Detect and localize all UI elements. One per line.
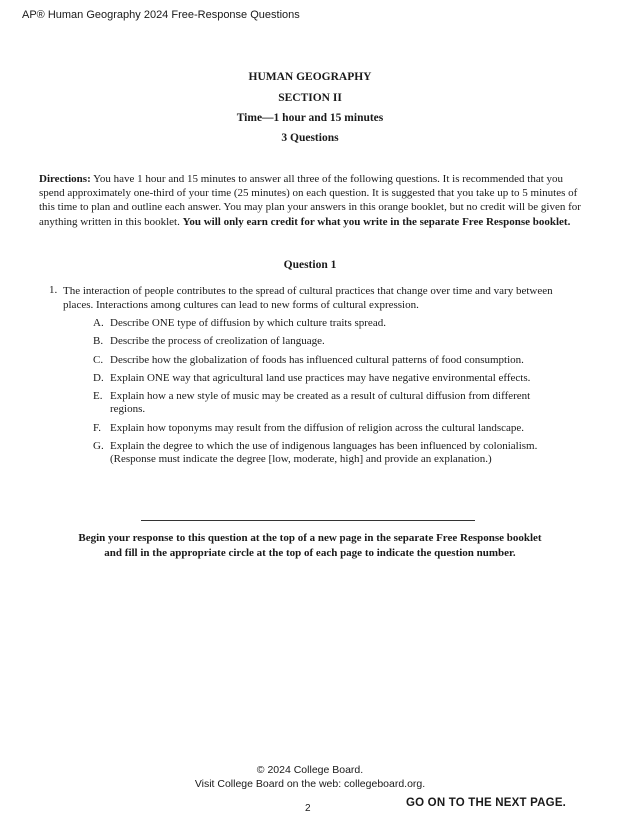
directions-label: Directions: [39,173,91,185]
instructions-line-2: and fill in the appropriate circle at the top of each page to indicate the question number. [104,546,516,559]
copyright-text: © 2024 College Board. [256,764,364,776]
question-part [93,335,563,348]
section-title: SECTION II [278,92,342,104]
question-part [93,354,563,367]
question-number: 1. [49,284,58,296]
part-text: Explain ONE way that agricultural land use practices may have negative environmental effects. [110,371,531,384]
part-text: Describe ONE type of diffusion by which culture traits spread. [110,317,386,329]
response-instructions [0,531,620,560]
question-title: Question 1 [283,259,337,271]
part-text: Describe the process of creolization of language. [110,335,325,348]
part-letter: G. [93,440,104,453]
part-letter: F. [93,421,101,434]
part-letter: E. [93,390,103,403]
question-part [93,372,563,385]
question-part [93,390,563,417]
part-text: Describe how the globalization of foods has influenced cultural patterns of food consumption. [110,353,524,366]
question-parts-list [93,317,563,472]
question-part [93,422,563,435]
part-letter: B. [93,335,104,348]
part-letter: D. [93,371,104,384]
page-number: 2 [305,803,311,814]
instructions-line-1: Begin your response to this question at the top of a new page in the separate Free Response booklet [78,532,542,544]
time-limit: Time—1 hour and 15 minutes [236,112,384,124]
website-text: Visit College Board on the web: collegeboard.org. [194,777,426,790]
directions-text: You have 1 hour and 15 minutes to answer all three of the following questions. It is recommended that you spend approximately one-third of your time (25 minutes) on each question. It is suggested that you take up to 5 minutes of this time to plan and outline each answer. You may plan your answers in this orange booklet, but no credit will be given for anything written in this booklet. [39,173,581,228]
part-text: Explain how toponyms may result from the diffusion of religion across the cultural landscape. [110,421,525,434]
part-letter: A. [93,317,104,329]
horizontal-divider [141,520,475,521]
directions-bold-text: You will only earn credit for what you write in the separate Free Response booklet. [182,215,571,228]
page-header: AP® Human Geography 2024 Free-Response Questions [22,9,300,21]
directions-paragraph [39,172,584,229]
question-count: 3 Questions [281,132,339,144]
part-letter: C. [93,353,104,366]
part-text: Explain the degree to which the use of indigenous languages has been influenced by colonialism. (Response must indicate the degree [low, moderate, high] and provide an explanation.) [110,440,538,466]
part-text: Explain how a new style of music may be created as a result of cultural diffusion from different regions. [110,390,531,416]
question-part [93,440,563,467]
subject-title: HUMAN GEOGRAPHY [248,71,372,83]
question-stem: The interaction of people contributes to the spread of cultural practices that change over time and vary between places. Interactions among cultures can lead to new forms of cultural expression. [63,285,553,312]
go-on-notice: GO ON TO THE NEXT PAGE. [406,797,567,809]
question-part [93,317,563,330]
copyright-block [0,764,620,791]
